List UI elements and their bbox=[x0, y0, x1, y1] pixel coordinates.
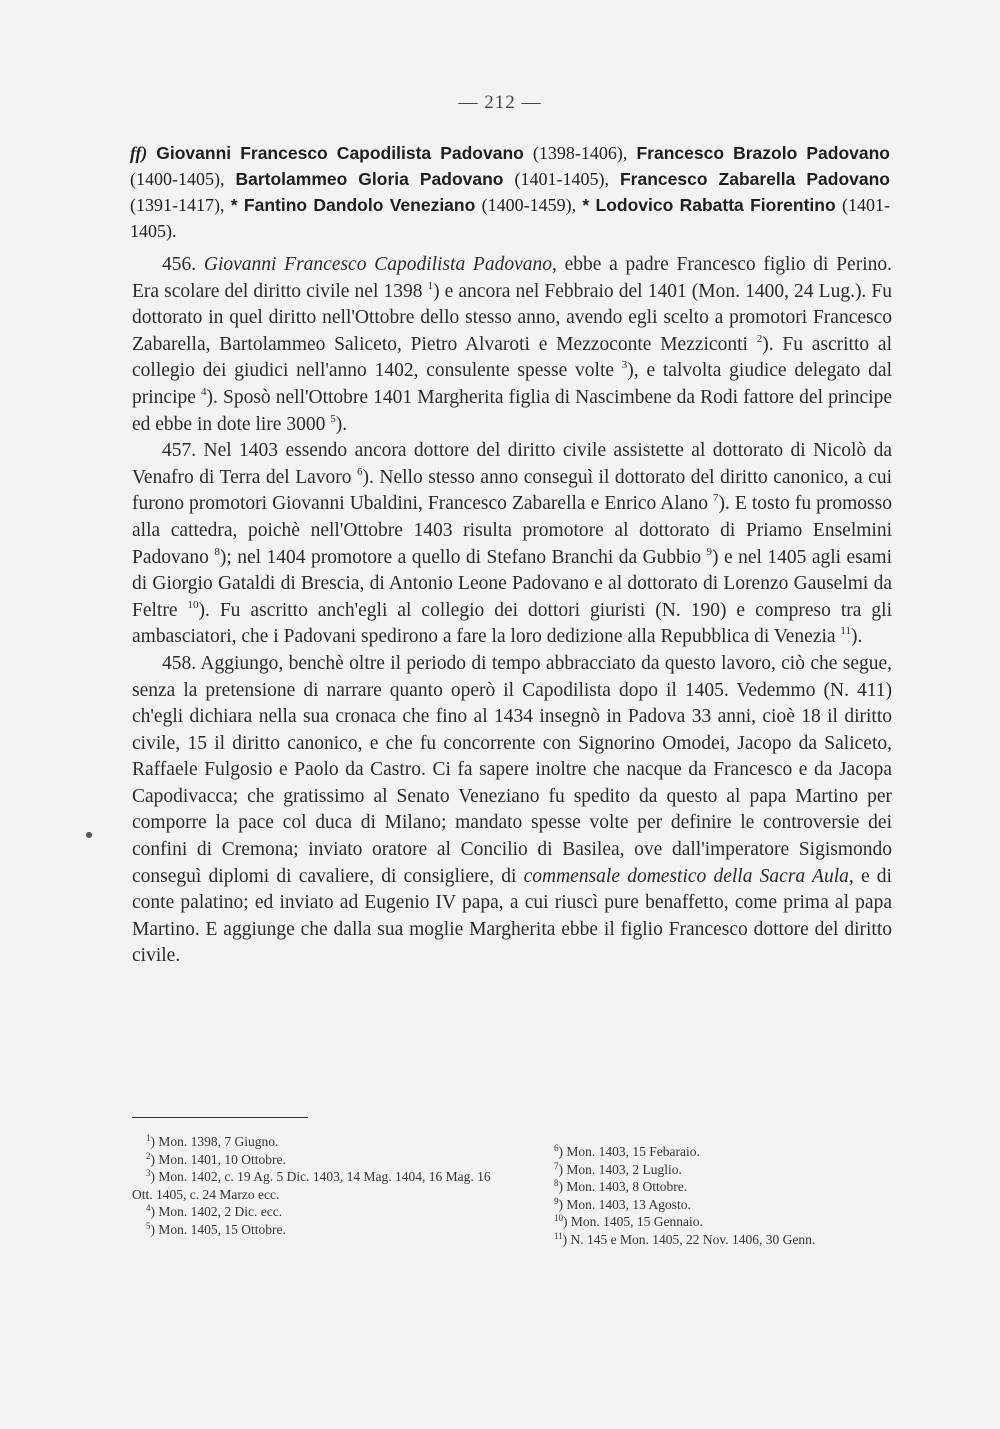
text-run: ) e nel 1405 agli esami di Giorgio Gataldi di Brescia, di Antonio Leone Padovano e al dottorato di Lorenzo Gauselmi da Feltre bbox=[132, 546, 892, 621]
footnote-text: ) Mon. 1402, c. 19 Ag. 5 Dic. 1403, 14 Mag. 1404, 16 Mag. 16 Ott. 1405, c. 24 Marzo ecc. bbox=[132, 1169, 491, 1202]
footnote bbox=[540, 1178, 900, 1196]
footnote-ref: 4 bbox=[201, 385, 207, 398]
italic-name: Giovanni Francesco Capodilista Padovano bbox=[203, 254, 552, 275]
footnote-ref: 1 bbox=[427, 279, 434, 292]
footnote-text: ) Mon. 1403, 2 Luglio. bbox=[558, 1161, 682, 1177]
footnote bbox=[540, 1196, 900, 1214]
heading-years: (1400-1459), bbox=[481, 195, 577, 215]
footnote-ref: 9 bbox=[706, 545, 713, 558]
footnote-ref: 10 bbox=[187, 598, 199, 611]
footnote-number: 5 bbox=[146, 1220, 151, 1231]
text-run: ). bbox=[851, 626, 863, 648]
text-run: Aggiungo, benchè oltre il periodo di tempo abbracciato da questo lavoro, ciò che segue, senza la pretensione di narrare quanto operò il Capodilista dopo il 1405. Vedemmo (N. 411) ch'egli dichiara nella sua cronaca che fino al 1434 insegnò in Padova 33 anni, cioè 18 il diritto civile, 15 il diritto canonico, e che fu concorrente con Signorino Omodei, Jacopo da Saliceto, Raffaele Fulgosio e Paolo da Castro. Ci fa sapere inoltre che nacque da Francesco e da Jacopa Capodivacca; che gratissimo al Senato Veneziano fu spedito da questo al papa Martino per comporre la pace col duca di Milano; mandato spesse volte per definire le controversie dei confini di Cremona; inviato oratore al Concilio di Basilea, ove dall'imperatore Sigismondo conseguì diplomi di cavaliere, di consigliere, di bbox=[132, 652, 892, 887]
text-run: ). Sposò nell'Ottobre 1401 Margherita figlia di Nascimbene da Rodi fattore del principe ed ebbe in dote lire 3000 bbox=[132, 386, 892, 435]
footnote-ref: 5 bbox=[330, 412, 336, 425]
section-heading bbox=[130, 140, 890, 244]
footnote bbox=[540, 1231, 900, 1249]
footnote-number: 9 bbox=[554, 1195, 559, 1206]
text-run: ); nel 1404 promotore a quello di Stefano Branchi da Gubbio bbox=[219, 546, 707, 568]
heading-name: * Lodovico Rabatta Fiorentino bbox=[582, 195, 836, 215]
heading-years: (1391-1417), bbox=[130, 195, 225, 215]
footnote-number: 7 bbox=[554, 1160, 559, 1171]
footnote-text: ) Mon. 1403, 13 Agosto. bbox=[558, 1196, 691, 1212]
italic-phrase: commensale domestico della Sacra Aula bbox=[523, 865, 849, 887]
page-number: — 212 — bbox=[458, 92, 542, 113]
footnote-text: ) Mon. 1403, 8 Ottobre. bbox=[558, 1179, 688, 1194]
heading-name: Francesco Brazolo Padovano bbox=[636, 143, 890, 163]
footnote-text: ) Mon. 1401, 10 Ottobre. bbox=[150, 1151, 286, 1167]
paragraph-number: 458. bbox=[162, 652, 197, 674]
footnote-separator bbox=[132, 1117, 308, 1118]
footnote-text: ) N. 145 e Mon. 1405, 22 Nov. 1406, 30 Genn. bbox=[562, 1231, 816, 1247]
footnote-number: 10 bbox=[554, 1213, 563, 1223]
footnote-number: 3 bbox=[146, 1168, 151, 1178]
paragraph-number: 457. bbox=[162, 440, 197, 462]
footnote bbox=[540, 1213, 900, 1231]
footnote-text: ) Mon. 1405, 15 Ottobre. bbox=[150, 1221, 286, 1237]
text-run: ). bbox=[335, 413, 348, 435]
footnote-text: ) Mon. 1405, 15 Gennaio. bbox=[563, 1214, 703, 1229]
paragraph-number: 456. bbox=[162, 254, 197, 275]
footnote-ref: 3 bbox=[621, 359, 628, 372]
text-run: Nel 1403 essendo ancora dottore del diritto civile assistette al dottorato di Nicolò da Venafro di Terra del Lavoro bbox=[132, 440, 892, 488]
text-run: ). Fu ascritto anch'egli al collegio dei dottori giuristi (N. 190) e compreso tra gli ambasciatori, che i Padovani spedirono a fare la loro dedizione alla Repubblica di Venezia bbox=[132, 599, 893, 648]
heading-name: Giovanni Francesco Capodilista Padovano bbox=[156, 143, 524, 163]
footnote bbox=[132, 1203, 492, 1221]
footnote-number: 8 bbox=[554, 1178, 559, 1188]
heading-name: Bartolammeo Gloria Padovano bbox=[235, 169, 504, 189]
footnote bbox=[132, 1168, 492, 1203]
section-label: ff) bbox=[130, 143, 148, 163]
footnote-number: 1 bbox=[146, 1133, 151, 1143]
footnote-ref: 7 bbox=[713, 492, 719, 505]
text-run: , ebbe a padre Francesco figlio di Perino. Era scolare del diritto civile nel 1398 bbox=[132, 254, 892, 302]
heading-name: Francesco Zabarella Padovano bbox=[619, 169, 890, 189]
body-text bbox=[132, 252, 892, 970]
heading-years: (1400-1405), bbox=[130, 169, 225, 189]
footnote-ref: 11 bbox=[840, 625, 852, 638]
paragraph-458 bbox=[132, 651, 892, 970]
footnote-ref: 6 bbox=[357, 465, 363, 478]
footnote-number: 4 bbox=[146, 1203, 151, 1213]
text-run: , e di conte palatino; ed inviato ad Eugenio IV papa, a cui riuscì pure benaffetto, come prima al papa Martino. E aggiunge che dalla sua moglie Margherita ebbe il figlio Francesco dottore del diritto civile. bbox=[132, 865, 892, 967]
footnote bbox=[132, 1221, 492, 1239]
footnotes-right bbox=[540, 1143, 900, 1248]
heading-years: (1401-1405). bbox=[130, 195, 890, 241]
footnote-number: 11 bbox=[554, 1230, 563, 1241]
heading-years: (1401-1405), bbox=[514, 169, 609, 189]
text-run: ). E tosto fu promosso alla cattedra, poichè nell'Ottobre 1403 risulta promotore al dottorato di Priamo Enselmini Padovano bbox=[132, 493, 892, 568]
margin-mark bbox=[86, 832, 92, 838]
paragraph-456 bbox=[132, 252, 892, 438]
text-run: ) e ancora nel Febbraio del 1401 (Mon. 1400, 24 Lug.). Fu dottorato in quel diritto nell'Ottobre dello stesso anno, avendo egli scelto a promotori Francesco Zabarella, Bartolammeo Saliceto, Pietro Alvaroti e Mezzoconte Mezziconti bbox=[132, 280, 892, 355]
footnote-text: ) Mon. 1403, 15 Febaraio. bbox=[558, 1144, 700, 1159]
footnote-number: 6 bbox=[554, 1143, 559, 1153]
footnote-ref: 2 bbox=[756, 332, 763, 345]
footnote-number: 2 bbox=[146, 1150, 151, 1161]
paragraph-457 bbox=[132, 438, 892, 651]
footnote bbox=[540, 1161, 900, 1179]
text-run: ). Nello stesso anno conseguì il dottorato del diritto canonico, a cui furono promotori Giovanni Ubaldini, Francesco Zabarella e Enrico Alano bbox=[132, 466, 893, 515]
text-run: ). Fu ascritto al collegio dei giudici nell'anno 1402, consulente spesse volte bbox=[132, 333, 892, 382]
footnote-ref: 8 bbox=[214, 545, 220, 558]
footnote bbox=[540, 1143, 900, 1161]
footnote bbox=[132, 1151, 492, 1169]
footnote bbox=[132, 1133, 492, 1151]
text-run: ), e talvolta giudice delegato dal principe bbox=[132, 360, 892, 408]
heading-name: * Fantino Dandolo Veneziano bbox=[230, 195, 476, 215]
footnote-text: ) Mon. 1398, 7 Giugno. bbox=[150, 1134, 279, 1149]
footnote-text: ) Mon. 1402, 2 Dic. ecc. bbox=[150, 1204, 283, 1219]
heading-years: (1398-1406), bbox=[532, 143, 628, 163]
footnotes-left bbox=[132, 1133, 492, 1238]
